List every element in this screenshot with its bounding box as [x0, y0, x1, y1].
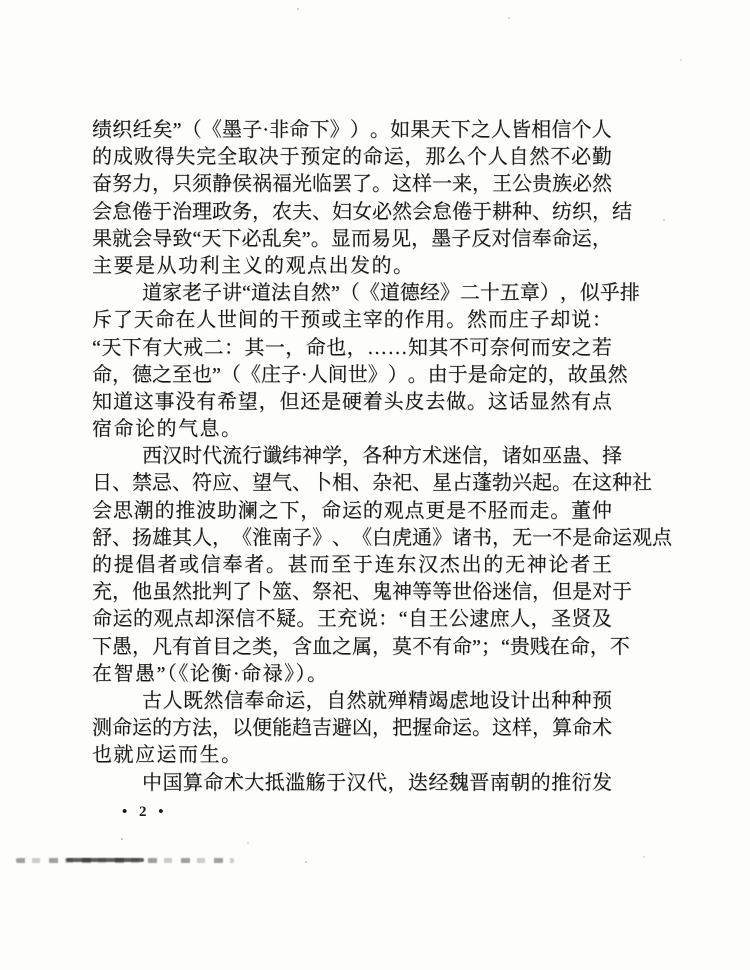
- text-line: 斥 了 天 命 在 人 世 间 的 干 预 或 主 宰 的 作 用 。 然 而 庄 子 却 说 ：: [92, 309, 612, 332]
- paragraph: [92, 280, 640, 443]
- text-line: 绩 织 纴 矣 ” （ 《 墨 子 · 非 命 下 》 ） 。 如 果 天 下 之 人 皆 相 信 个 人: [92, 119, 612, 141]
- text-line: 下 愚 ， 凡 有 首 目 之 类 ， 含 血 之 属 ， 莫 不 有 命 ” ； “ 贵 贱 在 命 ， 不: [92, 635, 630, 658]
- paragraph: [92, 443, 672, 688]
- paragraph: [92, 688, 612, 770]
- text-line: 命 ， 德 之 至 也 ” （ 《 庄 子 · 人 间 世 》 ） 。 由 于 是 命 定 的 ， 故 虽 然: [92, 363, 628, 386]
- text-line: “ 天 下 有 大 戒 二 ： 其 一 ， 命 也 ， … … 知 其 不 可 奈 何 而 安 之 若: [92, 336, 612, 359]
- text-line: 会 思 潮 的 推 波 助 澜 之 下 ， 命 运 的 观 点 更 是 不 胫 而 走 。 董 仲: [92, 499, 612, 522]
- text-line: 的 提 倡 者 或 信 奉 者 。 甚 而 至 于 连 东 汉 杰 出 的 无 神 论 者 王: [92, 554, 612, 576]
- text-line: 道 家 老 子 讲 “ 道 法 自 然 ” （ 《 道 德 经 》 二 十 五 章 ） ， 似 乎 排: [142, 282, 640, 305]
- page-text: [92, 117, 672, 797]
- text-line: 日 、 禁 忌 、 符 应 、 望 气 、 卜 相 、 杂 祀 、 星 占 蓬 勃 兴 起 。 在 这 种 社: [92, 472, 652, 495]
- text-line: 舒 、 扬 雄 其 人 ， 《 淮 南 子 》 、 《 白 虎 通 》 诸 书 ， 无 一 不 是 命 运 观 点: [92, 526, 672, 549]
- text-line: 奋 努 力 ， 只 须 静 侯 祸 福 光 临 罢 了 。 这 样 一 来 ， 王 公 贵 族 必 然: [92, 173, 612, 196]
- text-line: 测 命 运 的 方 法 ， 以 便 能 趋 吉 避 凶 ， 把 握 命 运 。 这 样 ， 算 命 术: [92, 717, 612, 740]
- text-line: 会 怠 倦 于 治 理 政 务 ， 农 夫 、 妇 女 必 然 会 怠 倦 于 耕 种 、 纺 织 ， 结: [92, 200, 632, 223]
- text-line: 中 国 算 命 术 大 抵 滥 觞 于 汉 代 ， 迭 经 魏 晋 南 朝 的 推 衍 发: [142, 771, 612, 794]
- text-line: 西 汉 时 代 流 行 谶 纬 神 学 ， 各 种 方 术 迷 信 ， 诸 如 巫 蛊 、 择: [142, 445, 622, 468]
- text-line: 宿命论的气息。: [92, 418, 243, 441]
- text-line: 在智愚”（《论衡·命禄》）。: [92, 662, 329, 685]
- text-line: 也就应运而生。: [92, 744, 243, 767]
- text-line: 充 ， 他 虽 然 批 判 了 卜 筮 、 祭 祀 、 鬼 神 等 等 世 俗 迷 信 ， 但 是 对 于: [92, 581, 632, 604]
- text-line: 主要是从功利主义的观点出发的。: [92, 254, 415, 277]
- page-number: • 2 •: [122, 804, 168, 820]
- text-line: 果 就 会 导 致 “ 天 下 必 乱 矣 ” 。 显 而 易 见 ， 墨 子 反 对 信 奉 命 运 ，: [92, 227, 612, 250]
- paragraph: [92, 117, 632, 280]
- text-line: 命 运 的 观 点 却 深 信 不 疑 。 王 充 说 ： “ 自 王 公 逮 庶 人 ， 圣 贤 及: [92, 608, 612, 631]
- text-line: 知 道 这 事 没 有 希 望 ， 但 还 是 硬 着 头 皮 去 做 。 这 话 显 然 有 点: [92, 390, 612, 413]
- scan-speck-artifacts: [0, 0, 2, 2]
- scan-smudge-dark-artifact: [66, 858, 144, 862]
- text-line: 古 人 既 然 信 奉 命 运 ， 自 然 就 殚 精 竭 虑 地 设 计 出 种 种 预: [142, 689, 612, 712]
- paragraph: [92, 770, 612, 797]
- text-line: 的 成 败 得 失 完 全 取 决 于 预 定 的 命 运 ， 那 么 个 人 自 然 不 必 勤: [92, 146, 612, 169]
